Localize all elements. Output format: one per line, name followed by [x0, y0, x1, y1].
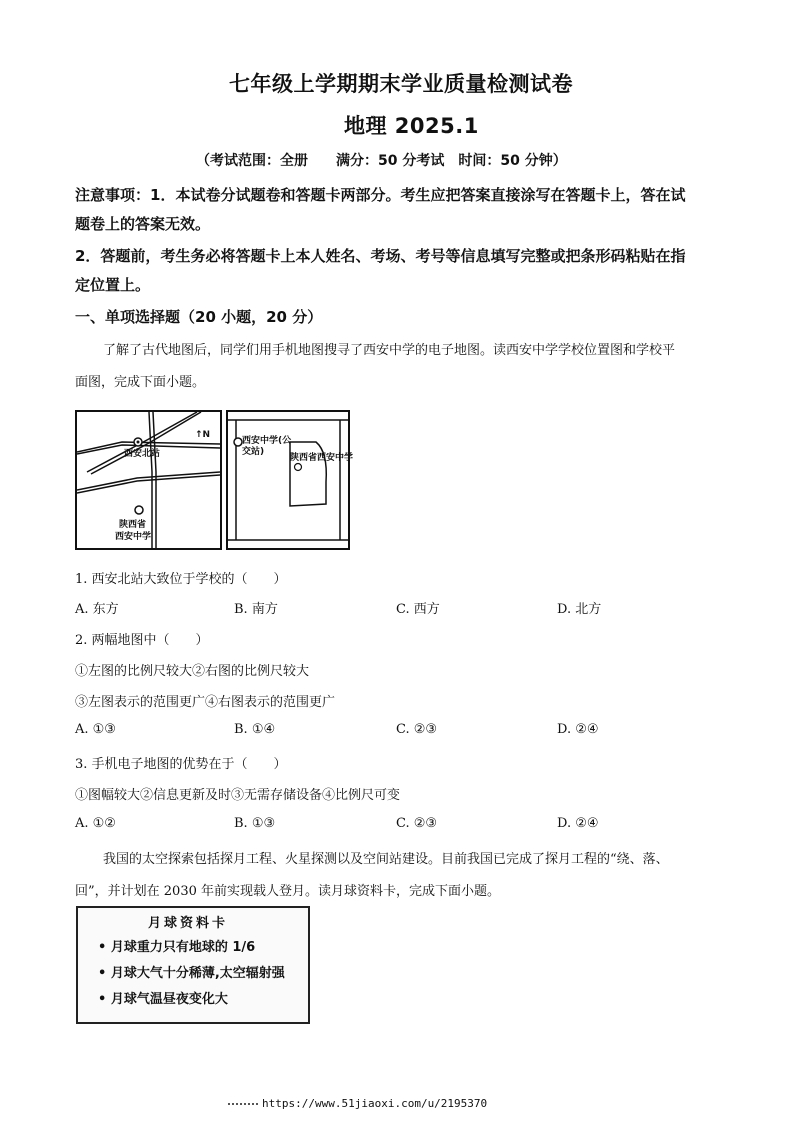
moon-card-title: 月球资料卡 — [148, 916, 229, 931]
q2-statement-2: ③左图表示的范围更广④右图表示的范围更广 — [75, 695, 336, 710]
school-plan-label: 陕西省西安中学 — [290, 453, 354, 463]
q3-option-a: A. ①② — [75, 816, 116, 831]
q1-option-c: C. 西方 — [396, 602, 440, 617]
notice-line-1: 注意事项：1．本试卷分试题卷和答题卡两部分。考生应把答案直接涂写在答题卡上，答在试 — [75, 186, 686, 204]
bus-stop-label-line-1: 西安中学(公 — [242, 436, 292, 446]
q2-option-c: C. ②③ — [396, 722, 438, 737]
q1-option-a: A. 东方 — [75, 602, 119, 617]
moon-card-item-2: • 月球大气十分稀薄,太空辐射强 — [98, 966, 285, 981]
q3-stem: 3. 手机电子地图的优势在于（ ） — [75, 757, 287, 772]
q2-option-b: B. ①④ — [234, 722, 276, 737]
bus-stop-label-line-2: 交站) — [242, 447, 265, 457]
exam-info: （考试范围：全册 满分：50 分考试 时间：50 分钟） — [196, 153, 567, 169]
q1-stem: 1. 西安北站大致位于学校的（ ） — [75, 572, 287, 587]
q2-option-a: A. ①③ — [75, 722, 116, 737]
north-label: N — [202, 430, 211, 440]
q2-option-d: D. ②④ — [557, 722, 599, 737]
q3-option-d: D. ②④ — [557, 816, 599, 831]
q3-option-b: B. ①③ — [234, 816, 276, 831]
school-label-line-2: 西安中学 — [115, 532, 152, 542]
exam-subtitle: 地理 2025.1 — [344, 114, 479, 138]
school-location-map — [75, 410, 222, 550]
q1-option-b: B. 南方 — [234, 602, 278, 617]
footer-logo-icon — [228, 1103, 258, 1109]
notice-line-2: 题卷上的答案无效。 — [75, 215, 211, 233]
q1-option-d: D. 北方 — [557, 602, 602, 617]
intro2-line-1: 我国的太空探索包括探月工程、火星探测以及空间站建设。目前我国已完成了探月工程的“绕、落、 — [103, 852, 669, 867]
moon-info-card — [76, 906, 310, 1024]
q3-option-c: C. ②③ — [396, 816, 438, 831]
notice-line-4: 定位置上。 — [75, 276, 151, 294]
q2-statement-1: ①左图的比例尺较大②右图的比例尺较大 — [75, 664, 310, 679]
q3-statement-1: ①图幅较大②信息更新及时③无需存储设备④比例尺可变 — [75, 788, 401, 803]
intro1-line-1: 了解了古代地图后，同学们用手机地图搜寻了西安中学的电子地图。读西安中学学校位置图和学校平 — [103, 343, 676, 358]
intro1-line-2: 面图，完成下面小题。 — [75, 375, 206, 390]
intro2-line-2: 回”，并计划在 2030 年前实现载人登月。读月球资料卡，完成下面小题。 — [75, 884, 500, 899]
moon-card-item-3: • 月球气温昼夜变化大 — [98, 992, 228, 1007]
footer-url[interactable]: https://www.51jiaoxi.com/u/2195370 — [262, 1097, 488, 1110]
north-arrow-icon: ↑N — [195, 430, 211, 440]
section-heading: 一、单项选择题（20 小题，20 分） — [75, 308, 323, 326]
school-plan-map — [226, 410, 354, 550]
plan-map-roads — [228, 412, 348, 548]
moon-card-item-1: • 月球重力只有地球的 1/6 — [98, 940, 256, 955]
notice-line-3: 2．答题前，考生务必将答题卡上本人姓名、考场、考号等信息填写完整或把条形码粘贴在指 — [75, 247, 686, 265]
station-label: 西安北站 — [124, 449, 161, 459]
exam-title: 七年级上学期期末学业质量检测试卷 — [229, 72, 573, 96]
q2-stem: 2. 两幅地图中（ ） — [75, 633, 209, 648]
school-label-line-1: 陕西省 — [119, 520, 147, 530]
